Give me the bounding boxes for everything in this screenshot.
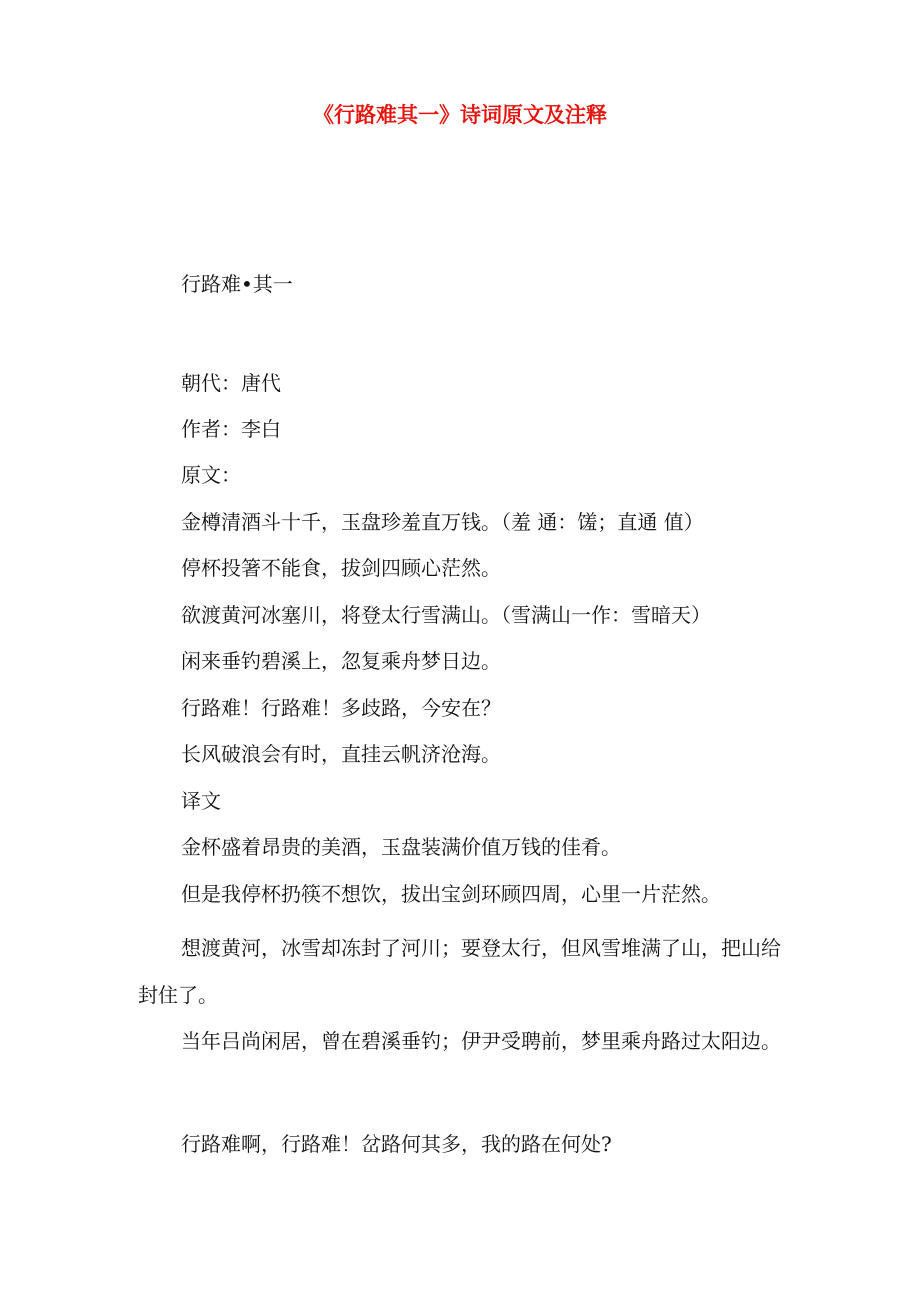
- poem-title: 行路难•其一: [181, 272, 293, 296]
- author-line: 作者：李白: [181, 417, 281, 441]
- translation-paragraph: 想渡黄河，冰雪却冻封了河川；要登太行，但风雪堆满了山，把山给封住了。: [138, 936, 781, 1007]
- translation-paragraph: 当年吕尚闲居，曾在碧溪垂钓；伊尹受聘前，梦里乘舟路过太阳边。: [181, 1029, 781, 1053]
- translation-last-line: 行路难啊，行路难！岔路何其多，我的路在何处?: [181, 1132, 612, 1156]
- original-line: 停杯投箸不能食，拔剑四顾心茫然。: [181, 556, 501, 580]
- translation-line: 金杯盛着昂贵的美酒，玉盘装满价值万钱的佳肴。: [181, 835, 621, 859]
- translation-label: 译文: [181, 789, 221, 813]
- original-label: 原文：: [181, 463, 241, 487]
- original-line: 闲来垂钓碧溪上，忽复乘舟梦日边。: [181, 649, 501, 673]
- original-line: 金樽清酒斗十千，玉盘珍羞直万钱。（羞 通：馐；直通 值）: [181, 510, 704, 534]
- original-line: 欲渡黄河冰塞川，将登太行雪满山。（雪满山一作：雪暗天）: [181, 603, 711, 627]
- original-line: 长风破浪会有时，直挂云帆济沧海。: [181, 742, 501, 766]
- page-title: 《行路难其一》诗词原文及注释: [313, 103, 607, 127]
- dynasty-line: 朝代：唐代: [181, 371, 281, 395]
- original-line: 行路难！行路难！多歧路，今安在？: [181, 696, 501, 720]
- translation-line: 但是我停杯扔筷不想饮，拔出宝剑环顾四周，心里一片茫然。: [181, 882, 721, 906]
